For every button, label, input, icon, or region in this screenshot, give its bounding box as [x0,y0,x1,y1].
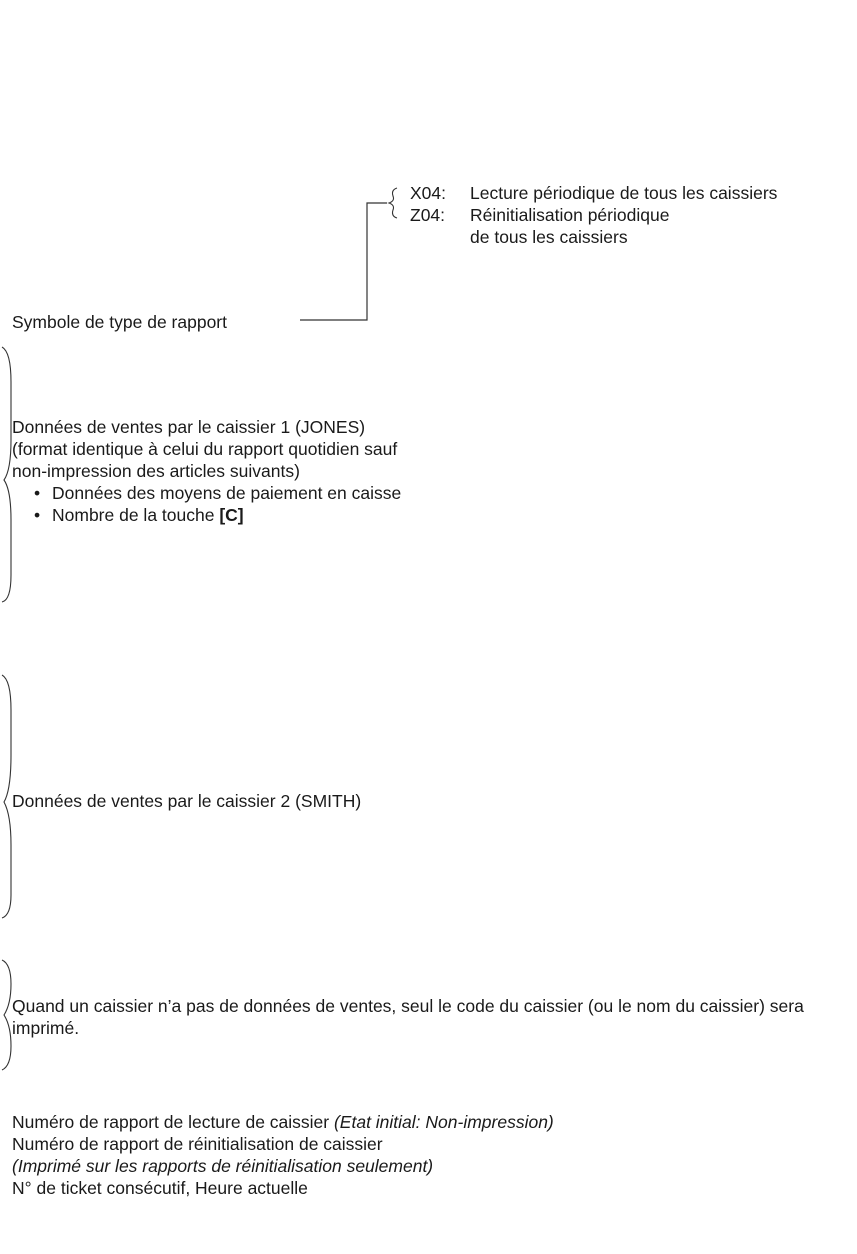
cashier1-note-line1: (format identique à celui du rapport quotidien sauf [12,439,398,459]
list-item: • Données des moyens de paiement en caisse [34,482,401,504]
x04-description: Lecture périodique de tous les caissiers [470,183,778,203]
list-item: • Nombre de la touche [C] [34,504,401,526]
report-type-label: Symbole de type de rapport [12,312,227,332]
no-sales-brace [2,960,11,1070]
x04-code: X04: [410,183,446,203]
reset-report-count-label: Numéro de rapport de réinitialisation de caissier [12,1134,383,1154]
report-type-leader [300,203,387,320]
z04-description-cont: de tous les caissiers [470,227,628,247]
receipt-number-time-label: N° de ticket consécutif, Heure actuelle [12,1178,308,1198]
cashier1-note-line2: non-impression des articles suivants) [12,461,300,481]
cashier1-title: Données de ventes par le caissier 1 (JONES) [12,417,366,437]
read-report-count-line: Numéro de rapport de lecture de caissier (Etat initial: Non-impression) [12,1112,554,1132]
z04-code: Z04: [410,205,446,225]
cashier2-title: Données de ventes par le caissier 2 (SMITH) [12,791,362,811]
read-report-count-note: (Etat initial: Non-impression) [333,1112,554,1132]
cashier2-brace [2,675,11,918]
no-sales-note: Quand un caissier n’a pas de données de ventes, seul le code du caissier (ou le nom du caissier) sera imprimé. [12,996,804,1038]
cashier1-brace [2,347,11,602]
c-key-label: [C] [219,505,244,525]
x04-z04-brace [389,188,397,218]
cashier1-excluded-list [34,482,401,526]
reset-report-count-note: (Imprimé sur les rapports de réinitialisation seulement) [12,1156,434,1176]
z04-description: Réinitialisation périodique [470,205,670,225]
